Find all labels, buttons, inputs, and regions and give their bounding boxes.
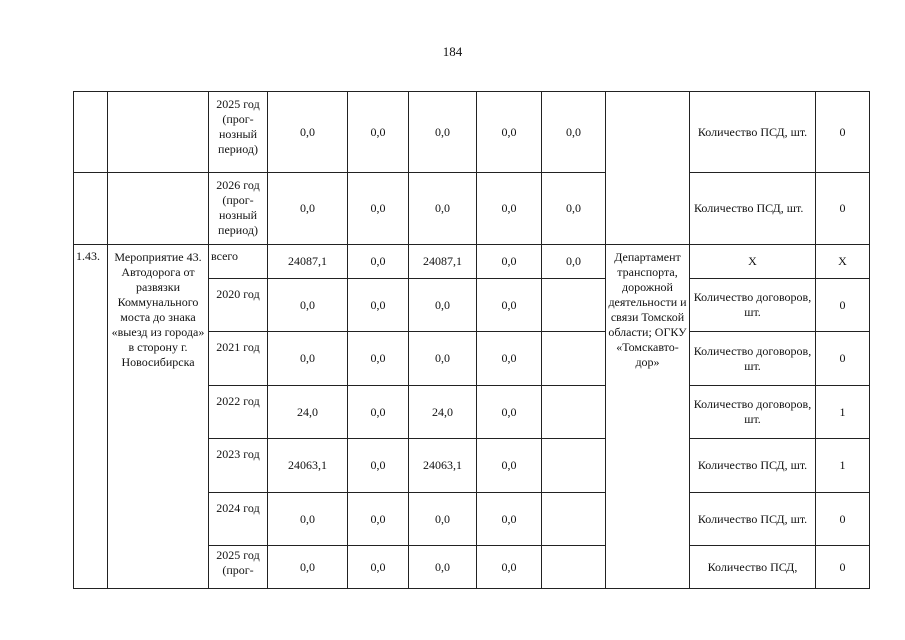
indicator-cell: Количество ПСД, шт.: [690, 173, 816, 245]
federal-cell: 0,0: [348, 245, 409, 279]
total-cell: 24,0: [268, 386, 348, 439]
number-cell-empty: [74, 173, 108, 245]
local-cell: 0,0: [477, 332, 542, 386]
indicator-value-cell: 0: [816, 546, 870, 589]
program-table: [73, 91, 870, 589]
other-cell: 0,0: [542, 92, 606, 173]
local-cell: 0,0: [477, 386, 542, 439]
period-cell: 2020 год: [209, 279, 268, 332]
regional-cell: 24,0: [409, 386, 477, 439]
local-cell: 0,0: [477, 279, 542, 332]
other-cell: [542, 546, 606, 589]
regional-cell: 0,0: [409, 173, 477, 245]
number-cell-empty: [74, 92, 108, 173]
regional-cell: 0,0: [409, 546, 477, 589]
other-cell: 0,0: [542, 173, 606, 245]
indicator-cell: Количество ПСД, шт.: [690, 493, 816, 546]
name-cell-empty: [108, 173, 209, 245]
indicator-cell: Количество договоров, шт.: [690, 386, 816, 439]
indicator-cell: Количество ПСД, шт.: [690, 92, 816, 173]
regional-cell: 24087,1: [409, 245, 477, 279]
indicator-value-cell: 0: [816, 279, 870, 332]
federal-cell: 0,0: [348, 173, 409, 245]
federal-cell: 0,0: [348, 332, 409, 386]
total-cell: 0,0: [268, 546, 348, 589]
total-cell: 24063,1: [268, 439, 348, 493]
indicator-value-cell: 0: [816, 332, 870, 386]
total-cell: 24087,1: [268, 245, 348, 279]
regional-cell: 0,0: [409, 279, 477, 332]
indicator-cell: Количество ПСД, шт.: [690, 439, 816, 493]
local-cell: 0,0: [477, 245, 542, 279]
indicator-cell: Количество ПСД,: [690, 546, 816, 589]
table-row: [74, 173, 870, 245]
indicator-value-cell: 1: [816, 386, 870, 439]
local-cell: 0,0: [477, 493, 542, 546]
total-cell: 0,0: [268, 279, 348, 332]
period-cell: 2023 год: [209, 439, 268, 493]
federal-cell: 0,0: [348, 386, 409, 439]
local-cell: 0,0: [477, 546, 542, 589]
federal-cell: 0,0: [348, 546, 409, 589]
item-name: Мероприятие 43. Автодорога от развязки Коммунального моста до знака «выезд из города» в сторону г. Новосибирска: [108, 245, 209, 589]
total-cell: 0,0: [268, 493, 348, 546]
page-number: 184: [442, 44, 463, 59]
federal-cell: 0,0: [348, 279, 409, 332]
total-cell: 0,0: [268, 332, 348, 386]
indicator-value-cell: X: [816, 245, 870, 279]
indicator-value-cell: 0: [816, 493, 870, 546]
total-cell: 0,0: [268, 173, 348, 245]
local-cell: 0,0: [477, 439, 542, 493]
table-row: [74, 92, 870, 173]
indicator-value-cell: 1: [816, 439, 870, 493]
indicator-value-cell: 0: [816, 173, 870, 245]
period-cell: 2025 год (прог-: [209, 546, 268, 589]
indicator-value-cell: 0: [816, 92, 870, 173]
period-cell: 2026 год (прог-нозный период): [209, 173, 268, 245]
table-row: [74, 245, 870, 279]
other-cell: [542, 386, 606, 439]
name-cell-empty: [108, 92, 209, 173]
federal-cell: 0,0: [348, 439, 409, 493]
local-cell: 0,0: [477, 92, 542, 173]
period-cell: 2024 год: [209, 493, 268, 546]
federal-cell: 0,0: [348, 493, 409, 546]
indicator-cell: X: [690, 245, 816, 279]
period-cell: 2025 год (прог-нозный период): [209, 92, 268, 173]
regional-cell: 0,0: [409, 92, 477, 173]
indicator-cell: Количество договоров, шт.: [690, 332, 816, 386]
executor-cell: Департамент транспорта, дорожной деятельности и связи Томской области; ОГКУ «Томскавто-дор»: [606, 245, 690, 589]
regional-cell: 0,0: [409, 332, 477, 386]
total-cell: 0,0: [268, 92, 348, 173]
period-cell: 2021 год: [209, 332, 268, 386]
other-cell: 0,0: [542, 245, 606, 279]
regional-cell: 24063,1: [409, 439, 477, 493]
other-cell: [542, 332, 606, 386]
federal-cell: 0,0: [348, 92, 409, 173]
other-cell: [542, 279, 606, 332]
executor-cell-empty: [606, 92, 690, 245]
indicator-cell: Количество договоров, шт.: [690, 279, 816, 332]
item-number: 1.43.: [74, 245, 108, 589]
other-cell: [542, 493, 606, 546]
local-cell: 0,0: [477, 173, 542, 245]
period-cell: 2022 год: [209, 386, 268, 439]
period-cell: всего: [209, 245, 268, 279]
other-cell: [542, 439, 606, 493]
regional-cell: 0,0: [409, 493, 477, 546]
